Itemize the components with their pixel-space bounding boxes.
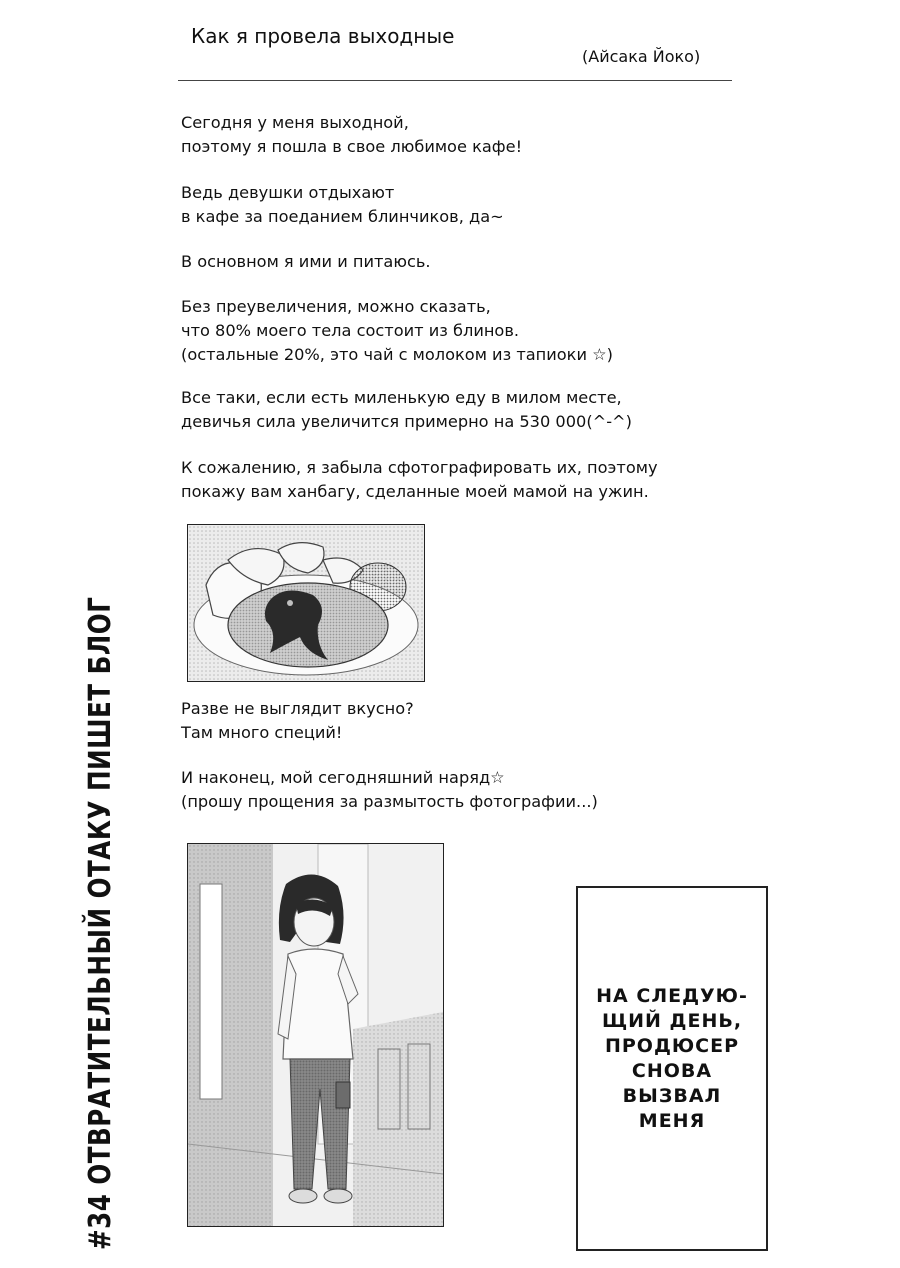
title-divider bbox=[178, 80, 732, 81]
hamburg-steak-icon bbox=[188, 525, 424, 681]
blog-paragraph: И наконец, мой сегодняшний наряд☆ (прошу прощения за размытость фотографии...) bbox=[181, 768, 598, 811]
girl-outfit-icon bbox=[188, 844, 443, 1226]
blog-paragraph: Без преувеличения, можно сказать, что 80% моего тела состоит из блинов. (остальные 20%, это чай с молоком из тапиоки ☆) bbox=[181, 297, 613, 364]
author-name: (Айсака Йоко) bbox=[582, 47, 701, 66]
blog-paragraph: Все таки, если есть миленькую еду в милом месте, девичья сила увеличится примерно на 530 000(^-^) bbox=[181, 388, 632, 431]
caption-box bbox=[576, 886, 768, 1251]
hamburg-steak-photo bbox=[187, 524, 425, 682]
blog-paragraph: В основном я ими и питаюсь. bbox=[181, 252, 431, 271]
caption-text: НА СЛЕДУЮ- ЩИЙ ДЕНЬ, ПРОДЮСЕР СНОВА ВЫЗВАЛ МЕНЯ bbox=[596, 984, 748, 1132]
blog-paragraph: К сожалению, я забыла сфотографировать их, поэтому покажу вам ханбагу, сделанные моей мамой на ужин. bbox=[181, 458, 658, 501]
page-title: Как я провела выходные bbox=[191, 24, 455, 48]
blog-paragraph: Ведь девушки отдыхают в кафе за поеданием блинчиков, да~ bbox=[181, 183, 504, 226]
blog-paragraph: Сегодня у меня выходной, поэтому я пошла в свое любимое кафе! bbox=[181, 113, 523, 156]
chapter-title: #34 ОТВРАТИТЕЛЬНЫЙ ОТАКУ ПИШЕТ БЛОГ bbox=[83, 596, 118, 1250]
outfit-photo bbox=[187, 843, 444, 1227]
blog-paragraph: Разве не выглядит вкусно? Там много специй! bbox=[181, 699, 414, 742]
